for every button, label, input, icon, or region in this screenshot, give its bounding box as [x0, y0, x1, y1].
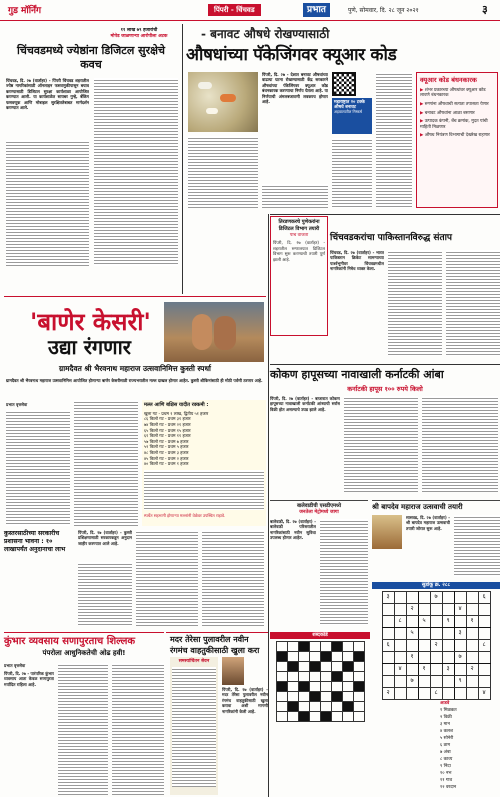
qr-story — [186, 26, 500, 212]
qr-side-title: क्यूआर कोड बंधनकारक — [420, 76, 477, 84]
chinchwad-story — [330, 232, 500, 362]
kumbhar-body-1 — [58, 663, 108, 795]
column-rule — [268, 214, 269, 797]
sudoku-cell: ६ — [478, 592, 490, 604]
bapdev-headline: श्री बापदेव महाराज उत्सवाची तयारी — [372, 503, 463, 511]
konkan-body-1 — [344, 396, 418, 492]
sudoku-cell — [418, 652, 430, 664]
scooter-kicker: ११ लाख ७९ हजारांची — [120, 28, 158, 33]
sudoku-cell: ७ — [406, 676, 418, 688]
section-rule — [270, 364, 500, 365]
prize-item: ८६ किलो गट - प्रथम ३१ हजार — [144, 416, 191, 422]
clue-item: ११ गाव — [440, 778, 453, 783]
konkan-sub: कर्नाटकी हापूस १०० रुपये किलो — [347, 384, 423, 393]
rang-sidebar-title: समस्यांचिंतन सेवन — [178, 659, 210, 664]
kumbhar-sub: पंपरोला आधुनिकतेची ओढ हवी! — [42, 648, 126, 657]
sudoku-cell: ७ — [430, 592, 442, 604]
sudoku-cell — [394, 652, 406, 664]
sudoku-cell: ८ — [430, 688, 442, 700]
qr-side-box — [416, 72, 498, 208]
sudoku-cell — [454, 640, 466, 652]
sudoku-cell: ४ — [478, 688, 490, 700]
prize-list — [142, 411, 266, 467]
prize-item: ४० किलो गट - प्रथम १ हजार — [144, 461, 189, 467]
sudoku-cell: १ — [466, 616, 478, 628]
sudoku-cell: १ — [406, 652, 418, 664]
sudoku-cell — [466, 676, 478, 688]
chinchwad-body-1 — [388, 250, 442, 356]
qr-side-list — [420, 88, 494, 139]
sudoku-cell — [478, 604, 490, 616]
balewadi-body — [320, 519, 368, 625]
konkan-story — [270, 368, 500, 498]
scooter-story-col — [96, 28, 182, 44]
sudoku-title: सुडोकू क्र. २८८ — [372, 582, 500, 589]
section-rule — [270, 214, 500, 215]
konkan-headline: कोकण हापूसच्या नावाखाली कर्नाटकी आंबा — [270, 368, 444, 381]
clue-item: ९ निंदा — [440, 764, 451, 769]
qr-headline: औषधांच्या पॅकेजिंगवर क्यूआर कोड — [186, 45, 397, 65]
sudoku-cell — [442, 592, 454, 604]
qr-body-1 — [332, 138, 372, 208]
sudoku-cell — [442, 640, 454, 652]
date-line: पुणे, सोमवार, दि. २८ जून २०२१ — [348, 7, 419, 14]
kesari-headline-1: 'बाणेर केसरी' — [30, 308, 151, 336]
sudoku-cell — [454, 664, 466, 676]
prize-item: ७४ किलो गट - प्रथम २१ हजार — [144, 421, 191, 427]
sudoku-cell — [442, 652, 454, 664]
qr-body-4 — [376, 72, 412, 208]
section-rule — [4, 296, 266, 297]
prize-item: ५२ किलो गट - प्रथम ५ हजार — [144, 444, 189, 450]
hospital-lead: पिंपरी, दि. २७ (वार्ताहर) - शहरातील रुग्णालयात डिजिटल विभाग सुरू करण्याची तयारी पूर्ण झाली आहे. — [273, 240, 325, 262]
sudoku-cell: २ — [406, 604, 418, 616]
sudoku-cell: ३ — [442, 664, 454, 676]
sudoku-cell — [442, 628, 454, 640]
balewadi-lead: बालेवाडी, दि. २७ (वार्ताहर) - बालेवाडी परिसरातील नागरिकांसाठी नवीन सुविधा उपलब्ध होणार आहेत. — [270, 519, 316, 541]
sudoku-cell — [466, 652, 478, 664]
kesari-lead: ग्रामदैवत श्री भैरवनाथ महाराज उत्सवानिमित्त आयोजित होणाऱ्या बाणेर केसरीसाठी राज्यभरातील मल्ल दाखल होणार आहेत. कुस्ती शौकिनांसाठी ही मोठी पर्वणी ठरणार आहे. — [6, 378, 263, 383]
city-badge: पिंपरी - चिंचवड — [208, 4, 261, 16]
sudoku-cell — [406, 664, 418, 676]
clue-item: १२ वरदान — [440, 785, 457, 790]
crossword-grid — [276, 641, 365, 722]
masthead — [0, 0, 500, 21]
kumbhar-headline: कुंभार व्यवसाय सणापुरताच शिल्लक — [4, 636, 136, 647]
triangle-bullet-icon: ▶ — [420, 133, 425, 139]
sudoku-cell: १ — [418, 664, 430, 676]
sudoku-cell — [430, 676, 442, 688]
sudoku-cell — [454, 688, 466, 700]
prize-note-lines — [144, 470, 264, 510]
sudoku-cell — [478, 664, 490, 676]
prize-item: ४८ किलो गट - प्रथम ३ हजार — [144, 449, 189, 455]
sudoku-cell — [418, 688, 430, 700]
stat-box-sub: अहवालातील निष्कर्ष — [334, 109, 362, 115]
kumbhar-story — [4, 632, 164, 797]
clue-item: ५ सोनेरी — [440, 736, 454, 741]
sudoku-cell: ७ — [454, 652, 466, 664]
clue-item: ६ ठाम — [440, 743, 450, 748]
triangle-bullet-icon: ▶ — [420, 119, 425, 125]
sudoku-cell — [442, 688, 454, 700]
sudoku-cell — [430, 652, 442, 664]
sudoku-cell — [430, 664, 442, 676]
kumbhar-body-2 — [112, 663, 164, 795]
qr-body-2 — [188, 136, 258, 208]
sudoku-cell: २ — [382, 688, 394, 700]
sudoku-cell — [466, 628, 478, 640]
kumbhar-lead: पिंपरी, दि. २७ - पारंपरिक कुंभार व्यवसाय आता केवळ सणापुरता मर्यादित राहिला आहे. — [4, 671, 54, 687]
qr-side-item: ▶ औषध नियंत्रण विभागाची देखरेख राहणार — [420, 133, 490, 139]
crossword-area — [270, 632, 370, 797]
sudoku-cell — [382, 664, 394, 676]
sudoku-cell — [394, 676, 406, 688]
column-rule — [182, 24, 183, 294]
sudoku-cell — [382, 604, 394, 616]
digital-body-2 — [94, 78, 178, 266]
sudoku-cell: ४ — [394, 664, 406, 676]
sudoku-cell — [382, 676, 394, 688]
sudoku-cell — [442, 604, 454, 616]
sudoku-cell — [382, 652, 394, 664]
clue-item: १ मिळकत — [440, 708, 457, 713]
bapdev-lead: सासवड, दि. २७ (वार्ताहर) - श्री बापदेव महाराज उत्सवाची तयारी जोरात सुरू आहे. — [406, 515, 450, 531]
sudoku-cell — [418, 676, 430, 688]
kusti-headline: कुस्तरसाठीच्या सरकारीच प्रशासना भावना : १० लाखापर्यंत अनुदानाचा लाभ — [4, 530, 66, 553]
triangle-bullet-icon: ▶ — [420, 110, 425, 116]
sudoku-cell — [394, 604, 406, 616]
sudoku-cell — [466, 688, 478, 700]
digital-headline: चिंचवडमध्ये ज्येष्ठांना डिजिटल सुरक्षेचे कवच — [17, 44, 165, 71]
chinchwad-headline: चिंचवडकरांचा पाकिस्तानविरुद्ध संताप — [330, 233, 453, 243]
sudoku-cell — [418, 640, 430, 652]
medicine-photo — [188, 72, 258, 132]
sudoku-cell — [406, 592, 418, 604]
rang-headline-1: मदर तेरेसा पुलावरील नवीन — [170, 635, 249, 644]
sudoku-cell — [418, 592, 430, 604]
clue-item: २ विक्री — [440, 715, 452, 720]
brand-logo: प्रभात — [303, 3, 330, 17]
hospital-sub: पाच वाजता — [289, 232, 309, 238]
kesari-body-1 — [6, 410, 70, 526]
sudoku-cell — [394, 592, 406, 604]
konkan-body-2 — [422, 396, 498, 492]
sudoku-cell: ५ — [418, 616, 430, 628]
sudoku-cell: ९ — [454, 676, 466, 688]
prize-item: ६१ किलो गट - प्रथम ११ हजार — [144, 433, 191, 439]
clue-item: ७ अंबा — [440, 750, 451, 755]
digital-body-1 — [6, 140, 89, 266]
sudoku-cell: २ — [466, 664, 478, 676]
triangle-bullet-icon: ▶ — [420, 87, 425, 93]
hospital-headline-1: तिरडणकरचे पुणेकरांना — [278, 219, 320, 225]
qr-lead: पिंपरी, दि. २७ - देशात बनावट औषधांच्या वाढत्या घटना रोखण्यासाठी केंद्र सरकारने औषधांच्या पॅकेजिंगवर क्यूआर कोड बंधनकारक करण्याचा निर्णय घेतला आहे. या निर्णयाची अंमलबजावणी लवकरच होणार आहे. — [262, 72, 328, 105]
sudoku-cell: २ — [430, 640, 442, 652]
kesari-prize-box — [142, 400, 266, 526]
sudoku-cell — [406, 640, 418, 652]
sudoku-cell — [454, 616, 466, 628]
sudoku-cell: ३ — [454, 628, 466, 640]
sudoku-cell — [394, 688, 406, 700]
sudoku-cell — [382, 628, 394, 640]
qr-body-3 — [262, 184, 328, 208]
sudoku-grid — [382, 591, 491, 700]
sudoku-cell — [478, 676, 490, 688]
sudoku-cell — [478, 628, 490, 640]
prize-title: मल्ल आणि बक्षिस यादीत रक्कमी : — [144, 402, 209, 408]
chinchwad-body-2 — [446, 250, 500, 356]
prize-item: ४५ किलो गट - प्रथम २ हजार — [144, 455, 189, 461]
balewadi-story — [270, 500, 368, 628]
prize-note: स्पर्धेत सहभागी होणाऱ्या मल्लांनी वेळेवर उपस्थित राहावे. — [144, 512, 226, 518]
stat-box — [332, 98, 372, 134]
balewadi-sub: जनतेला मेट्रोमध्ये जागा — [299, 510, 339, 516]
qr-side-item: ▶ बनावट औषधांना आळा बसणार — [420, 110, 475, 116]
kusti-body-1 — [78, 562, 132, 626]
sudoku-cell: ६ — [382, 640, 394, 652]
wrestling-photo — [164, 302, 264, 362]
sudoku-cell: ८ — [478, 640, 490, 652]
kesari-intro: प्रभात वृत्तसेवा — [6, 402, 28, 407]
sudoku-cell — [430, 628, 442, 640]
sudoku-cell — [466, 592, 478, 604]
balewadi-headline: बालेवाडीची एसडीएमध्ये — [296, 503, 342, 509]
qr-side-item: ▶ रुग्णांना औषधाची सत्यता तपासता येणार — [420, 101, 489, 107]
sudoku-cell: ५ — [406, 628, 418, 640]
kesari-body-2 — [74, 400, 138, 526]
sudoku-cell: ३ — [382, 592, 394, 604]
sudoku-cell — [406, 688, 418, 700]
bapdev-photo — [372, 515, 402, 549]
clue-title: आडवे — [440, 701, 450, 706]
sudoku-cell — [418, 604, 430, 616]
digital-lead: चिंचवड, दि. २७ (वार्ताहर) - पिंपरी चिंचवड शहरातील ज्येष्ठ नागरिकांसाठी ऑनलाइन फसवणुकीपासून बचाव करण्यासाठी डिजिटल सुरक्षा कार्यशाळा आयोजित करण्यात आली. या कार्यशाळेत सायबर गुन्हे, बँकिंग फसवणूक आणि मोबाइल सुरक्षिततेबाबत मार्गदर्शन करण्यात आले. — [6, 78, 89, 111]
clue-item: ८ काव्य — [440, 757, 453, 762]
digital-story — [4, 44, 180, 270]
sudoku-cell — [466, 640, 478, 652]
chinchwad-lead: चिंचवड, दि. २७ (वार्ताहर) - भारत पाकिस्तान क्रिकेट सामन्याच्या पार्श्वभूमीवर चिंचवडमधील नागरिकांनी निषेध व्यक्त केला. — [330, 250, 384, 272]
kusti-body-2 — [136, 530, 198, 626]
rang-person-photo — [222, 657, 244, 685]
sudoku-cell: ९ — [442, 616, 454, 628]
clue-item: ३ मान — [440, 722, 450, 727]
sudoku-cell — [394, 640, 406, 652]
clue-item: ४ कलश — [440, 729, 454, 734]
qr-kicker: - बनावट औषधे रोखण्यासाठी — [201, 27, 330, 41]
sudoku-cell — [478, 652, 490, 664]
hospital-story — [270, 216, 328, 336]
kesari-headline-2: उद्या रंगणार — [48, 335, 131, 359]
clue-item: १० नभ — [440, 771, 452, 776]
prize-item: ६५ किलो गट - प्रथम १५ हजार — [144, 427, 191, 433]
section-title: गुड मॉर्निंग — [8, 6, 42, 16]
prize-item: खुला गट - प्रथम १ लाख, द्वितीय ५१ हजार — [144, 410, 209, 416]
kusti-lead: पिंपरी, दि. २७ (वार्ताहर) - कुस्ती प्रशिक्षणासाठी सरकारकडून अनुदान जाहीर करण्यात आले आहे. — [78, 530, 132, 546]
clue-list — [440, 700, 498, 795]
bapdev-body — [454, 515, 500, 577]
prize-item: ५७ किलो गट - प्रथम ७ हजार — [144, 438, 189, 444]
qr-side-item: ▶ उत्पादक कंपनी, बॅच क्रमांक, मुदत यांची माहिती मिळणार — [420, 119, 488, 130]
kusti-body-3 — [202, 530, 264, 626]
stat-box-title: महाराष्ट्रात २० टक्के औषधे बनावट — [334, 100, 365, 111]
sudoku-cell — [454, 592, 466, 604]
qr-side-item: ▶ शंभर प्रकारच्या औषधांवर क्यूआर कोड लावणे बंधनकारक — [420, 87, 486, 99]
sudoku-cell — [394, 628, 406, 640]
sudoku-cell — [442, 676, 454, 688]
kesari-subhead: ग्रामदैवत श्री भैरवनाथ महाराज उत्सवानिमित्त कुस्ती स्पर्धा — [59, 364, 211, 373]
konkan-lead: पिंपरी, दि. २७ (वार्ताहर) - बाजारात कोकण हापूसच्या नावाखाली कर्नाटकी आंब्याची सर्रास विक्री होत असल्याचे उघड झाले आहे. — [270, 396, 340, 412]
sudoku-cell — [430, 604, 442, 616]
qr-code-icon — [332, 72, 356, 96]
sudoku-cell — [430, 616, 442, 628]
crossword-title: शब्दकोडे — [270, 632, 370, 639]
rang-sidebar — [170, 657, 218, 795]
sudoku-cell: ४ — [454, 604, 466, 616]
rang-headline-2: रंगमंच वाहतुकीसाठी खुला करा — [170, 645, 260, 655]
sudoku-cell — [406, 616, 418, 628]
sudoku-cell — [478, 616, 490, 628]
sudoku-cell — [418, 628, 430, 640]
kusti-story — [4, 530, 74, 626]
rang-lead: पिंपरी, दि. २७ (वार्ताहर) - मदर तेरेसा पुलावरील नवीन रंगमंच वाहतुकीसाठी खुला करावा अशी मागणी नागरिकांनी केली आहे. — [222, 687, 268, 714]
rang-sidebar-lines — [172, 667, 216, 787]
sudoku-cell: ८ — [394, 616, 406, 628]
sudoku-cell — [382, 616, 394, 628]
triangle-bullet-icon: ▶ — [420, 101, 425, 107]
bapdev-story — [372, 500, 500, 580]
hospital-headline-2: डिजिटल विभाग तयारी — [278, 225, 320, 232]
kumbhar-intro: प्रभात वृत्तसेवा — [4, 663, 26, 668]
scooter-headline: मोपेड जाळणाऱ्या आरोपीला अटक — [110, 34, 168, 40]
sudoku-cell — [466, 604, 478, 616]
page-number: ३ — [482, 3, 488, 16]
rang-story — [166, 632, 268, 797]
